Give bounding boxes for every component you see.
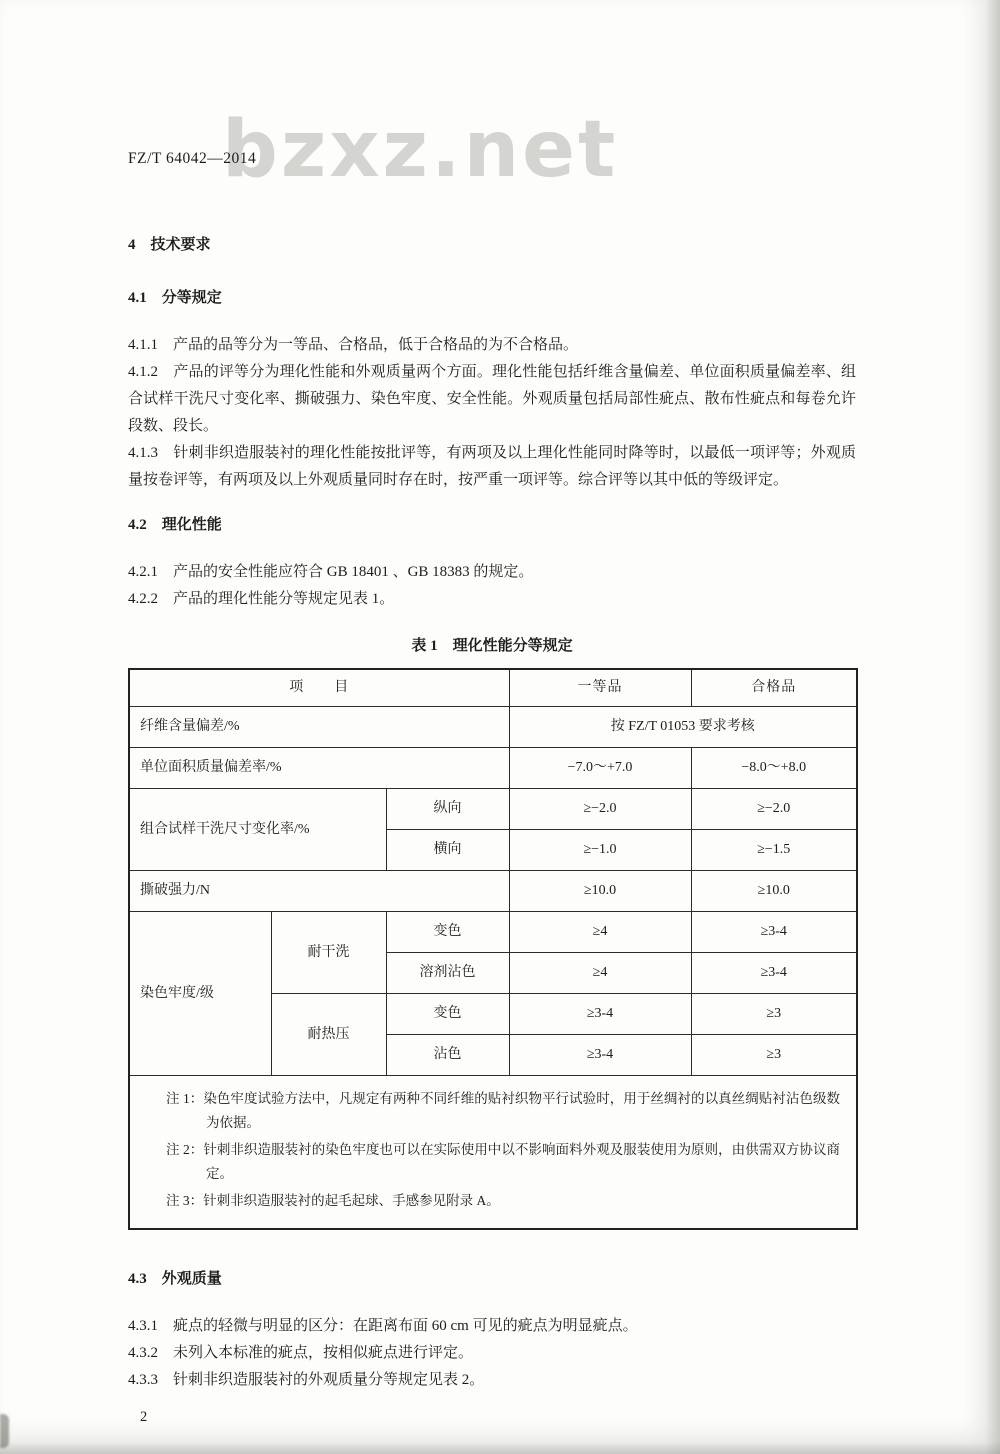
cell-fastness-group-hotpress: 耐热压 — [271, 994, 386, 1076]
table-row-mass — [129, 748, 857, 789]
table-1 — [128, 668, 858, 1230]
section-4-3-heading: 4.3 外观质量 — [128, 1271, 222, 1287]
document-body — [128, 220, 856, 1431]
cell-tear-first: ≥10.0 — [509, 871, 691, 912]
paragraph-4-2-2: 4.2.2 产品的理化性能分等规定见表 1。 — [128, 591, 395, 607]
cell-fastness-dryclean-color-sub: 变色 — [386, 912, 509, 953]
cell-dryclean-label: 组合试样干洗尺寸变化率/% — [129, 789, 386, 871]
cell-dryclean-sub-lengthwise: 纵向 — [386, 789, 509, 830]
scan-artifact — [0, 1414, 9, 1448]
cell-dryclean-lengthwise-first: ≥−2.0 — [509, 789, 691, 830]
table-row-fiber — [129, 707, 857, 748]
watermark-text: bzxz.net — [222, 105, 619, 195]
cell-fastness-hotpress-color-sub: 变色 — [386, 994, 509, 1035]
cell-fastness-dryclean-color-first: ≥4 — [509, 912, 691, 953]
table-row-fastness-dryclean-color — [129, 912, 857, 953]
cell-fastness-dryclean-staining-first: ≥4 — [509, 953, 691, 994]
paragraph-4-1-1: 4.1.1 产品的品等分为一等品、合格品，低于合格品的为不合格品。 — [128, 337, 579, 353]
cell-fastness-dryclean-color-qualified: ≥3-4 — [691, 912, 857, 953]
section-4-1-heading: 4.1 分等规定 — [128, 290, 222, 306]
cell-fastness-hotpress-staining-sub: 沾色 — [386, 1035, 509, 1076]
section-4-heading: 4 技术要求 — [128, 237, 211, 253]
table-row-dryclean-lengthwise — [129, 789, 857, 830]
paragraph-4-3-2: 4.3.2 未列入本标准的疵点，按相似疵点进行评定。 — [128, 1345, 474, 1361]
cell-tear-label: 撕破强力/N — [129, 871, 509, 912]
header-cell-item: 项 目 — [129, 669, 509, 707]
paragraph-4-3-1: 4.3.1 疵点的轻微与明显的区分：在距离布面 60 cm 可见的疵点为明显疵点。 — [128, 1318, 638, 1334]
cell-dryclean-sub-crosswise: 横向 — [386, 830, 509, 871]
page-number: 2 — [140, 1409, 148, 1425]
header-cell-first-grade: 一等品 — [509, 669, 691, 707]
table-header-row — [129, 669, 857, 707]
cell-fastness-hotpress-staining-qualified: ≥3 — [691, 1035, 857, 1076]
cell-mass-label: 单位面积质量偏差率/% — [129, 748, 509, 789]
table-notes-cell — [129, 1076, 857, 1230]
cell-dryclean-crosswise-qualified: ≥−1.5 — [691, 830, 857, 871]
scan-edge-right — [985, 0, 1000, 1454]
cell-mass-first: −7.0～+7.0 — [509, 748, 691, 789]
cell-fastness-hotpress-color-qualified: ≥3 — [691, 994, 857, 1035]
cell-tear-qualified: ≥10.0 — [691, 871, 857, 912]
header-cell-qualified: 合格品 — [691, 669, 857, 707]
section-4-2-heading: 4.2 理化性能 — [128, 517, 222, 533]
paragraph-4-3-3: 4.3.3 针刺非织造服装衬的外观质量分等规定见表 2。 — [128, 1372, 485, 1388]
table-1-caption: 表 1 理化性能分等规定 — [411, 638, 573, 654]
cell-fastness-hotpress-staining-first: ≥3-4 — [509, 1035, 691, 1076]
cell-fiber-value: 按 FZ/T 01053 要求考核 — [509, 707, 857, 748]
cell-mass-qualified: −8.0～+8.0 — [691, 748, 857, 789]
table-note-2: 注 2：针刺非织造服装衬的染色牢度也可以在实际使用中以不影响面料外观及服装使用为原则，由供需双方协议商定。 — [166, 1142, 840, 1181]
cell-fastness-dryclean-staining-qualified: ≥3-4 — [691, 953, 857, 994]
table-note-3: 注 3：针刺非织造服装衬的起毛起球、手感参见附录 A。 — [166, 1193, 500, 1208]
cell-fastness-hotpress-color-first: ≥3-4 — [509, 994, 691, 1035]
paragraph-4-2-1: 4.2.1 产品的安全性能应符合 GB 18401 、GB 18383 的规定。 — [128, 564, 534, 580]
table-row-tear — [129, 871, 857, 912]
paragraph-4-1-3: 4.1.3 针刺非织造服装衬的理化性能按批评等，有两项及以上理化性能同时降等时，以最低一项评等；外观质量按卷评等，有两项及以上外观质量同时存在时，按严重一项评等。综合评等以其中低的等级评定。 — [128, 445, 856, 488]
paragraph-4-1-2: 4.1.2 产品的评等分为理化性能和外观质量两个方面。理化性能包括纤维含量偏差、单位面积质量偏差率、组合试样干洗尺寸变化率、撕破强力、染色牢度、安全性能。外观质量包括局部性疵点、散布性疵点和每卷允许段数、段长。 — [128, 364, 856, 434]
scan-edge-bottom — [0, 1442, 1000, 1454]
cell-fastness-label: 染色牢度/级 — [129, 912, 271, 1076]
cell-fiber-label: 纤维含量偏差/% — [129, 707, 509, 748]
table-note-1: 注 1：染色牢度试验方法中，凡规定有两种不同纤维的贴衬织物平行试验时，用于丝绸衬的以真丝绸贴衬沾色级数为依据。 — [166, 1091, 840, 1130]
cell-fastness-dryclean-staining-sub: 溶剂沾色 — [386, 953, 509, 994]
cell-dryclean-lengthwise-qualified: ≥−2.0 — [691, 789, 857, 830]
doc-number: FZ/T 64042—2014 — [128, 150, 257, 167]
cell-fastness-group-dryclean: 耐干洗 — [271, 912, 386, 994]
cell-dryclean-crosswise-first: ≥−1.0 — [509, 830, 691, 871]
table-notes-row — [129, 1076, 857, 1230]
